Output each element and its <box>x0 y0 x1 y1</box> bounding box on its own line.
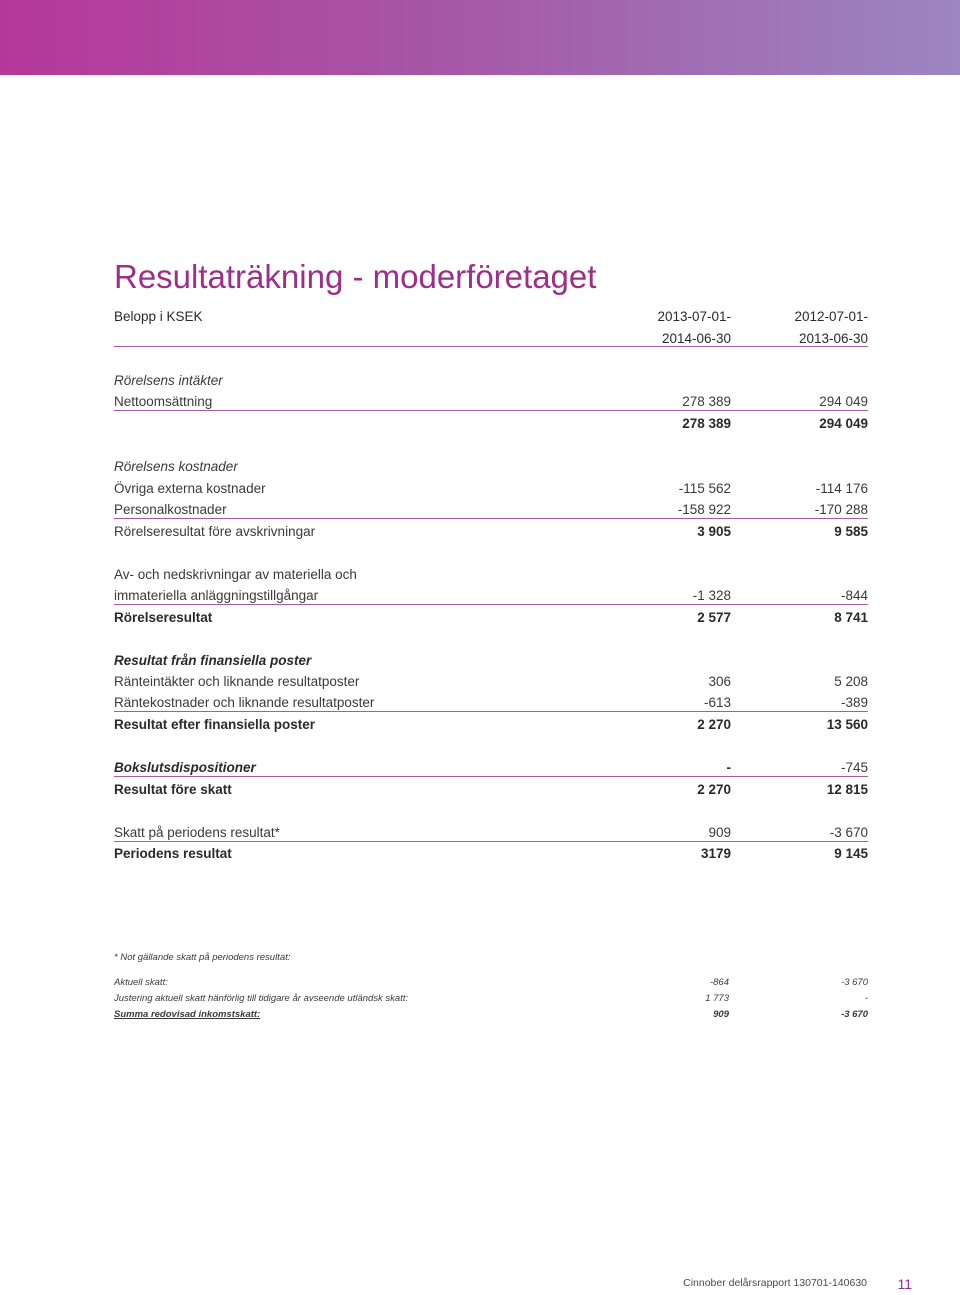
row-label: Resultat före skatt <box>114 782 232 797</box>
row-label: Övriga externa kostnader <box>114 481 266 496</box>
period-2-start: 2012-07-01- <box>794 309 868 324</box>
total-period-1: 3179 <box>700 846 731 861</box>
footnote-total-period-2: -3 670 <box>841 1009 868 1020</box>
total-period-2: 9 145 <box>834 846 868 861</box>
row-value-period-2: -170 288 <box>814 502 868 517</box>
footnote-total-period-1: 909 <box>713 1009 729 1020</box>
row-value-period-1: -115 562 <box>678 481 731 496</box>
subtotal-period-1: 278 389 <box>682 416 731 431</box>
row-value-period-2: -3 670 <box>829 825 868 840</box>
subtotal-period-2: 8 741 <box>834 610 868 625</box>
row-value-period-2: -745 <box>840 760 868 775</box>
page-number: 11 <box>897 1276 912 1292</box>
subtotal-period-2: 9 585 <box>834 524 868 539</box>
footnote-title: * Not gällande skatt på periodens resultat: <box>114 952 291 963</box>
row-divider <box>114 711 868 712</box>
row-label: Nettoomsättning <box>114 394 213 409</box>
subtotal-period-1: 2 270 <box>697 717 731 732</box>
footnote-value-period-1: -864 <box>709 977 729 988</box>
row-value-period-2: -114 176 <box>815 481 868 496</box>
row-label: Rörelseresultat före avskrivningar <box>114 524 316 539</box>
row-divider <box>114 841 868 842</box>
row-label: Av- och nedskrivningar av materiella och <box>114 567 357 582</box>
row-value-period-1: 278 389 <box>682 394 731 409</box>
row-value-period-1: 306 <box>708 674 731 689</box>
row-value-period-1: 909 <box>708 825 731 840</box>
subtotal-period-2: 13 560 <box>826 717 868 732</box>
footnote-label: Justering aktuell skatt hänförlig till tidigare år avseende utländsk skatt: <box>114 993 409 1004</box>
row-label: Rörelseresultat <box>114 610 213 625</box>
row-value-period-2: -844 <box>840 588 868 603</box>
page-title: Resultaträkning - moderföretaget <box>114 258 597 295</box>
top-banner <box>0 0 960 75</box>
row-label: Räntekostnader och liknande resultatposter <box>114 695 375 710</box>
subtotal-period-1: 2 577 <box>697 610 731 625</box>
period-2-end: 2013-06-30 <box>798 331 868 346</box>
subtotal-period-2: 12 815 <box>826 782 868 797</box>
subtotal-period-2: 294 049 <box>819 416 868 431</box>
row-value-period-1: -158 922 <box>677 502 731 517</box>
row-divider <box>114 776 868 777</box>
section-heading: Resultat från finansiella poster <box>114 653 312 668</box>
row-divider <box>114 604 868 605</box>
footnote-label: Aktuell skatt: <box>114 977 168 988</box>
section-heading: Rörelsens kostnader <box>114 459 238 474</box>
row-label: Personalkostnader <box>114 502 227 517</box>
period-1-start: 2013-07-01- <box>657 309 731 324</box>
footnote-value-period-2: -3 670 <box>841 977 868 988</box>
row-value-period-1: - <box>726 760 731 775</box>
footnote-total-label: Summa redovisad inkomstskatt: <box>114 1009 261 1020</box>
period-1-end: 2014-06-30 <box>661 331 731 346</box>
header-divider <box>114 346 868 347</box>
row-value-period-1: -1 328 <box>692 588 731 603</box>
row-label: Periodens resultat <box>114 846 232 861</box>
report-footer: Cinnober delårsrapport 130701-140630 <box>683 1277 867 1289</box>
row-divider <box>114 410 868 411</box>
row-value-period-2: 5 208 <box>834 674 868 689</box>
row-label: Skatt på periodens resultat* <box>114 825 280 840</box>
section-heading: Rörelsens intäkter <box>114 373 223 388</box>
row-value-period-2: 294 049 <box>819 394 868 409</box>
subtotal-period-1: 3 905 <box>697 524 731 539</box>
row-label: Ränteintäkter och liknande resultatposter <box>114 674 360 689</box>
row-divider <box>114 518 868 519</box>
row-label: Resultat efter finansiella poster <box>114 717 316 732</box>
row-value-period-1: -613 <box>703 695 731 710</box>
footnote-value-period-2: - <box>864 993 868 1004</box>
subtotal-period-1: 2 270 <box>697 782 731 797</box>
footnote-value-period-1: 1 773 <box>705 993 729 1004</box>
row-value-period-2: -389 <box>840 695 868 710</box>
amount-unit-label: Belopp i KSEK <box>114 309 203 324</box>
row-label: immateriella anläggningstillgångar <box>114 588 319 603</box>
row-label: Bokslutsdispositioner <box>114 760 256 775</box>
